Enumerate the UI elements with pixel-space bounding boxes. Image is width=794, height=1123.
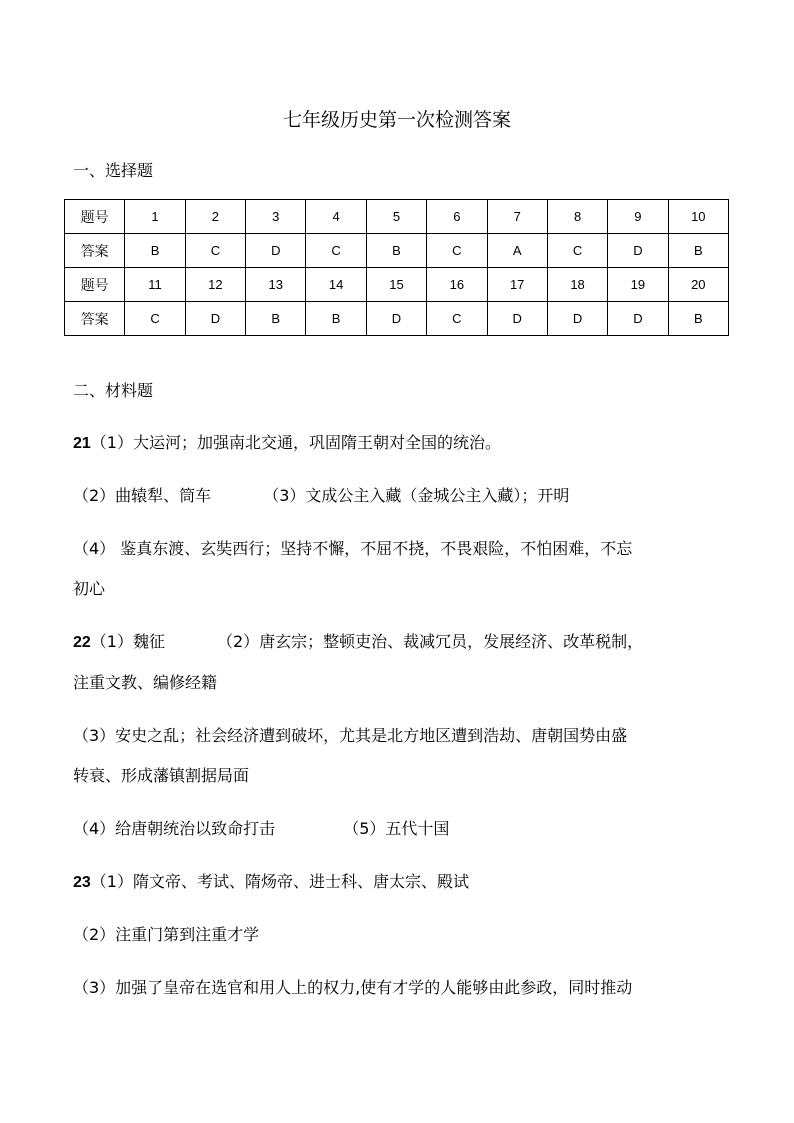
q22-line-3a: （3）安史之乱；社会经济遭到破坏，尤其是北方地区遭到浩劫、唐朝国势由盛 [73,726,628,745]
question-number: 14 [306,268,366,302]
question-number: 9 [608,200,668,234]
answer-cell: C [427,234,487,268]
section-heading-choice: 一、选择题 [73,161,154,180]
table-row-answer-2 [65,302,729,336]
row-label-answer: 答案 [65,234,125,268]
q21-answer-3: （3）文成公主入藏（金城公主入藏）；开明 [263,486,570,505]
answer-cell: D [547,302,607,336]
answer-cell: D [608,302,668,336]
answer-cell: D [608,234,668,268]
row-label-question: 题号 [65,268,125,302]
table-row-answer-1 [65,234,729,268]
question-number: 12 [185,268,245,302]
question-number: 4 [306,200,366,234]
question-number: 17 [487,268,547,302]
answer-cell: D [246,234,306,268]
answer-cell: B [668,302,728,336]
q23-line-3: （3）加强了皇帝在选官和用人上的权力,使有才学的人能够由此参政，同时推动 [73,978,633,997]
table-row-question-2 [65,268,729,302]
section-heading-material: 二、材料题 [73,381,154,400]
answer-cell: B [366,234,426,268]
question-number: 16 [427,268,487,302]
answer-cell: C [125,302,185,336]
question-number-22: 22 [73,634,91,651]
question-number: 3 [246,200,306,234]
question-number: 20 [668,268,728,302]
q21-line-1 [73,432,724,455]
answer-cell: B [125,234,185,268]
q22-answer-5: （5）五代十国 [343,819,450,838]
question-number: 2 [185,200,245,234]
question-number: 11 [125,268,185,302]
question-number: 7 [487,200,547,234]
q22-line-4 [73,818,724,840]
row-label-answer: 答案 [65,302,125,336]
q22-answer-4: （4）给唐朝统治以致命打击 [73,819,276,838]
q22-line-1 [73,631,724,654]
q22-line-3b: 转衰、形成藩镇割据局面 [73,766,250,785]
answer-cell: C [185,234,245,268]
q21-line-4a: （4） 鉴真东渡、玄奘西行；坚持不懈，不屈不挠，不畏艰险，不怕困难，不忘 [73,539,633,558]
question-number: 1 [125,200,185,234]
question-number: 18 [547,268,607,302]
question-number: 6 [427,200,487,234]
answer-cell: B [306,302,366,336]
q22-answer-1: （1）魏征 [90,632,165,651]
q21-line-4b: 初心 [73,579,106,598]
table-row-question-1 [65,200,729,234]
answer-cell: A [487,234,547,268]
row-label-question: 题号 [65,200,125,234]
question-number-23: 23 [73,874,91,891]
question-number-21: 21 [73,435,91,452]
q21-answer-1: （1）大运河；加强南北交通，巩固隋王朝对全国的统治。 [90,433,501,452]
answer-cell: D [366,302,426,336]
question-number: 13 [246,268,306,302]
question-number: 10 [668,200,728,234]
answer-cell: C [427,302,487,336]
q23-line-2: （2）注重门第到注重才学 [73,925,260,944]
q21-answer-2: （2）曲辕犁、筒车 [73,486,212,505]
q22-line-1c: 注重文教、编修经籍 [73,673,218,692]
answer-table [64,199,729,336]
question-number: 15 [366,268,426,302]
q21-line-2 [73,485,724,507]
q23-answer-1: （1）隋文帝、考试、隋炀帝、进士科、唐太宗、殿试 [90,872,469,891]
answer-cell: C [306,234,366,268]
page-title: 七年级历史第一次检测答案 [282,109,511,131]
q22-answer-2: （2）唐玄宗；整顿吏治、裁减冗员，发展经济、改革税制， [216,632,644,651]
question-number: 8 [547,200,607,234]
answer-cell: B [246,302,306,336]
answer-cell: D [185,302,245,336]
q23-line-1 [73,871,724,894]
question-number: 5 [366,200,426,234]
answer-cell: D [487,302,547,336]
question-number: 19 [608,268,668,302]
answer-cell: B [668,234,728,268]
answer-cell: C [547,234,607,268]
